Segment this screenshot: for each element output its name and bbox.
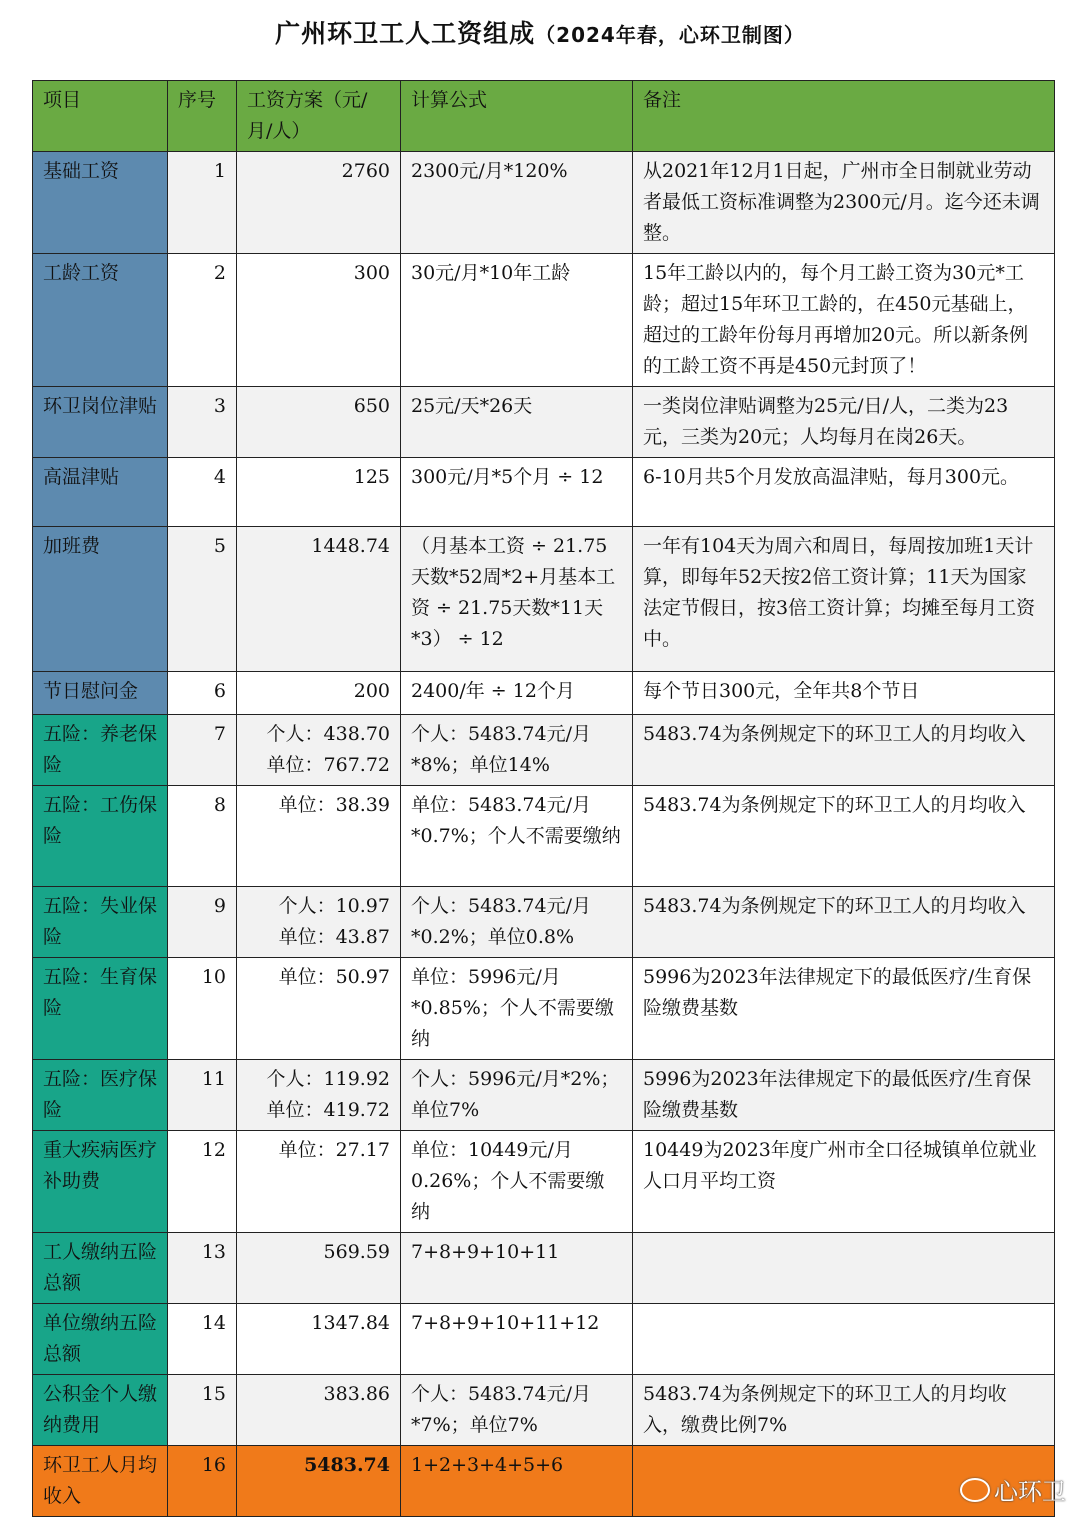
no-cell: 7 [168, 715, 237, 786]
no-cell: 12 [168, 1131, 237, 1233]
amount-value: 5483.74 [304, 1454, 390, 1476]
item-cell: 基础工资 [33, 152, 168, 254]
no-cell: 14 [168, 1304, 237, 1375]
amount-cell [237, 1446, 401, 1517]
item-cell: 单位缴纳五险总额 [33, 1304, 168, 1375]
amount-cell [237, 672, 401, 715]
table-row [33, 1446, 1055, 1517]
header-note: 备注 [633, 81, 1055, 152]
no-cell: 11 [168, 1060, 237, 1131]
table-row [33, 1131, 1055, 1233]
note-cell: 从2021年12月1日起，广州市全日制就业劳动者最低工资标准调整为2300元/月。迄今还未调整。 [633, 152, 1055, 254]
amount-cell [237, 1375, 401, 1446]
formula-cell: 2400/年 ÷ 12个月 [401, 672, 633, 715]
page-title [0, 14, 1080, 50]
amount-value: 单位：27.17 [278, 1139, 390, 1161]
amount-cell [237, 1131, 401, 1233]
formula-cell: 个人：5483.74元/月*8%；单位14% [401, 715, 633, 786]
item-cell: 五险：失业保险 [33, 887, 168, 958]
table-row [33, 672, 1055, 715]
item-cell: 五险：工伤保险 [33, 786, 168, 887]
no-cell: 4 [168, 458, 237, 527]
item-cell: 五险：医疗保险 [33, 1060, 168, 1131]
item-cell: 五险：养老保险 [33, 715, 168, 786]
amount-cell [237, 458, 401, 527]
header-no: 序号 [168, 81, 237, 152]
amount-value: 2760 [341, 160, 390, 182]
amount-value: 单位：767.72 [266, 754, 390, 776]
weibo-icon [960, 1478, 990, 1502]
formula-cell: 单位：5483.74元/月*0.7%；个人不需要缴纳 [401, 786, 633, 887]
note-cell [633, 1304, 1055, 1375]
note-cell: 一类岗位津贴调整为25元/日/人，二类为23元，三类为20元；人均每月在岗26天。 [633, 387, 1055, 458]
no-cell: 9 [168, 887, 237, 958]
formula-cell: 单位：10449元/月0.26%；个人不需要缴纳 [401, 1131, 633, 1233]
formula-cell: 25元/天*26天 [401, 387, 633, 458]
formula-cell: 个人：5483.74元/月*0.2%；单位0.8% [401, 887, 633, 958]
table-row [33, 786, 1055, 887]
table-row [33, 458, 1055, 527]
amount-value: 单位：38.39 [278, 794, 390, 816]
table-row [33, 1375, 1055, 1446]
item-cell: 公积金个人缴纳费用 [33, 1375, 168, 1446]
formula-cell: 1+2+3+4+5+6 [401, 1446, 633, 1517]
no-cell: 6 [168, 672, 237, 715]
no-cell: 3 [168, 387, 237, 458]
amount-cell [237, 1060, 401, 1131]
note-cell: 5483.74为条例规定下的环卫工人的月均收入 [633, 786, 1055, 887]
item-cell: 高温津贴 [33, 458, 168, 527]
amount-cell [237, 715, 401, 786]
header-formula: 计算公式 [401, 81, 633, 152]
note-cell: 10449为2023年度广州市全口径城镇单位就业人口月平均工资 [633, 1131, 1055, 1233]
formula-cell: 7+8+9+10+11 [401, 1233, 633, 1304]
amount-value: 300 [353, 262, 390, 284]
note-cell: 一年有104天为周六和周日，每周按加班1天计算，即每年52天按2倍工资计算；11天为国家法定节假日，按3倍工资计算；均摊至每月工资中。 [633, 527, 1055, 672]
item-cell: 五险：生育保险 [33, 958, 168, 1060]
amount-value: 200 [353, 680, 390, 702]
no-cell: 15 [168, 1375, 237, 1446]
no-cell: 10 [168, 958, 237, 1060]
table-row [33, 715, 1055, 786]
amount-value: 125 [353, 466, 390, 488]
watermark-text: 心环卫 [994, 1478, 1066, 1506]
weibo-watermark [960, 1472, 1066, 1507]
note-cell: 6-10月共5个月发放高温津贴，每月300元。 [633, 458, 1055, 527]
amount-value: 单位：43.87 [278, 926, 390, 948]
table-row [33, 387, 1055, 458]
table-row [33, 958, 1055, 1060]
no-cell: 8 [168, 786, 237, 887]
no-cell: 5 [168, 527, 237, 672]
note-cell: 5996为2023年法律规定下的最低医疗/生育保险缴费基数 [633, 1060, 1055, 1131]
formula-cell: 30元/月*10年工龄 [401, 254, 633, 387]
formula-cell: 个人：5483.74元/月*7%；单位7% [401, 1375, 633, 1446]
no-cell: 16 [168, 1446, 237, 1517]
header-item: 项目 [33, 81, 168, 152]
item-cell: 环卫岗位津贴 [33, 387, 168, 458]
table-row [33, 887, 1055, 958]
amount-cell [237, 152, 401, 254]
note-cell: 5483.74为条例规定下的环卫工人的月均收入 [633, 715, 1055, 786]
item-cell: 节日慰问金 [33, 672, 168, 715]
amount-cell [237, 254, 401, 387]
formula-cell: 个人：5996元/月*2%；单位7% [401, 1060, 633, 1131]
amount-value: 1448.74 [311, 535, 390, 557]
note-cell: 每个节日300元，全年共8个节日 [633, 672, 1055, 715]
note-cell: 5483.74为条例规定下的环卫工人的月均收入，缴费比例7% [633, 1375, 1055, 1446]
amount-value: 个人：10.97 [278, 895, 390, 917]
formula-cell: 2300元/月*120% [401, 152, 633, 254]
table-row [33, 254, 1055, 387]
item-cell: 环卫工人月均收入 [33, 1446, 168, 1517]
amount-cell [237, 887, 401, 958]
table-row [33, 527, 1055, 672]
table-row [33, 152, 1055, 254]
note-cell: 5996为2023年法律规定下的最低医疗/生育保险缴费基数 [633, 958, 1055, 1060]
amount-cell [237, 786, 401, 887]
amount-value: 569.59 [323, 1241, 390, 1263]
note-cell [633, 1233, 1055, 1304]
table-row [33, 1304, 1055, 1375]
no-cell: 2 [168, 254, 237, 387]
table-header-row [33, 81, 1055, 152]
amount-value: 单位：419.72 [266, 1099, 390, 1121]
note-cell: 15年工龄以内的，每个月工龄工资为30元*工龄；超过15年环卫工龄的，在450元基础上，超过的工龄年份每月再增加20元。所以新条例的工龄工资不再是450元封顶了！ [633, 254, 1055, 387]
item-cell: 工龄工资 [33, 254, 168, 387]
amount-cell [237, 527, 401, 672]
amount-cell [237, 1233, 401, 1304]
item-cell: 工人缴纳五险总额 [33, 1233, 168, 1304]
item-cell: 加班费 [33, 527, 168, 672]
salary-table [32, 80, 1055, 1517]
title-main: 广州环卫工人工资组成 [275, 19, 536, 48]
amount-value: 1347.84 [311, 1312, 390, 1334]
note-cell: 5483.74为条例规定下的环卫工人的月均收入 [633, 887, 1055, 958]
no-cell: 1 [168, 152, 237, 254]
formula-cell: 7+8+9+10+11+12 [401, 1304, 633, 1375]
table-row [33, 1233, 1055, 1304]
no-cell: 13 [168, 1233, 237, 1304]
table-row [33, 1060, 1055, 1131]
amount-value: 个人：119.92 [266, 1068, 390, 1090]
amount-cell [237, 958, 401, 1060]
amount-value: 个人：438.70 [266, 723, 390, 745]
formula-cell: 单位：5996元/月*0.85%；个人不需要缴纳 [401, 958, 633, 1060]
formula-cell: （月基本工资 ÷ 21.75天数*52周*2+月基本工资 ÷ 21.75天数*11天*3） ÷ 12 [401, 527, 633, 672]
title-subtitle: （2024年春，心环卫制图） [535, 23, 805, 47]
amount-cell [237, 387, 401, 458]
amount-value: 383.86 [323, 1383, 390, 1405]
item-cell: 重大疾病医疗补助费 [33, 1131, 168, 1233]
amount-value: 单位：50.97 [278, 966, 390, 988]
formula-cell: 300元/月*5个月 ÷ 12 [401, 458, 633, 527]
amount-cell [237, 1304, 401, 1375]
amount-value: 650 [353, 395, 390, 417]
header-amount: 工资方案（元/月/人） [237, 81, 401, 152]
